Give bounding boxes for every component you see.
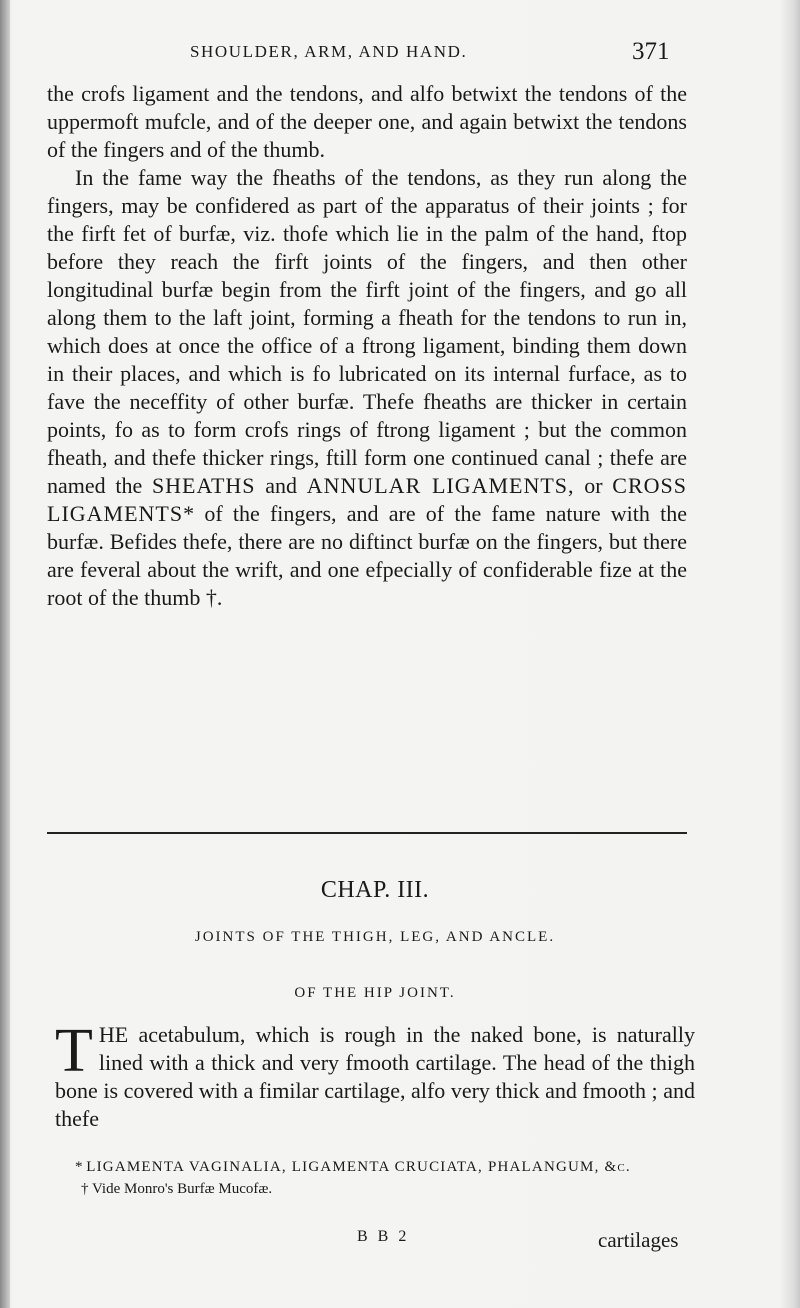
footnote-2-text: Vide Monro's Burfæ Mucofæ. [91, 1181, 273, 1197]
footnote-2 [75, 1178, 705, 1200]
footnote-1-text: LIGAMENTA VAGINALIA, LIGAMENTA CRUCIATA, PHALANGUM, &c. [86, 1159, 631, 1175]
body-text [47, 80, 687, 612]
section-title: OF THE HIP JOINT. [294, 985, 456, 1001]
page-header [0, 38, 800, 72]
footnote-1 [75, 1156, 705, 1178]
footnotes [75, 1156, 705, 1200]
paragraph-2-text-a: In the fame way the fheaths of the tendons, as they run along the fingers, may be confidered as part of the apparatus of their joints ; for the firft fet of burfæ, viz. thofe which lie in the palm of the hand, ftop before they reach the firft joints of the fingers, and then other longitudinal burfæ begin from the firft joint of the fingers, and go all along them to the laft joint, forming a fheath for the tendons to run in, which does at once the office of a ftrong ligament, binding them down in their places, and which is fo lubricated on its internal furface, as to fave the neceffity of other burfæ. Thefe fheaths are thicker in certain points, fo as to form crofs rings of ftrong ligament ; but the common fheath, and thefe thicker rings, ftill form one continued canal ; thefe are named the [47, 165, 687, 498]
paragraph-2-text-b: * of the fingers, and are of the fame nature with the burfæ. Befides thefe, there are no diftinct burfæ on the fingers, but there are feveral about the wrift, and one efpecially of confiderable fize at the root of the thumb †. [47, 501, 687, 610]
drop-cap: T [55, 1017, 93, 1085]
term-cross-ligaments: CROSS LIGAMENTS [47, 473, 687, 526]
signature-mark: B B 2 [357, 1228, 410, 1245]
section-text: HE acetabulum, which is rough in the naked bone, is naturally lined with a thick and very fmooth cartilage. The head of the thigh bone is covered with a fimilar cartilage, alfo very thick and fmooth ; and thefe [55, 1022, 695, 1131]
footnote-1-mark: * [75, 1159, 83, 1175]
catchword: cartilages [598, 1228, 679, 1252]
chapter-subtitle: JOINTS OF THE THIGH, LEG, AND ANCLE. [194, 929, 556, 945]
term-annular-ligaments: ANNULAR LIGAMENTS, [306, 473, 575, 498]
running-head: SHOULDER, ARM, AND HAND. [190, 42, 468, 61]
page-number: 371 [632, 38, 670, 65]
conjunction-or: or [584, 473, 603, 498]
paragraph-1: the crofs ligament and the tendons, and alfo betwixt the tendons of the uppermoft mufcle, and of the deeper one, and again betwixt the tendons of the fingers and of the thumb. [47, 81, 687, 162]
conjunction-and: and [265, 473, 297, 498]
section-body [55, 1017, 695, 1133]
footnote-2-mark: † [81, 1181, 89, 1197]
section-divider [47, 832, 687, 834]
paragraph-2 [47, 164, 687, 612]
term-sheaths: SHEATHS [151, 473, 256, 498]
page-gutter [0, 0, 10, 1308]
chapter-title: CHAP. III. [320, 877, 430, 903]
